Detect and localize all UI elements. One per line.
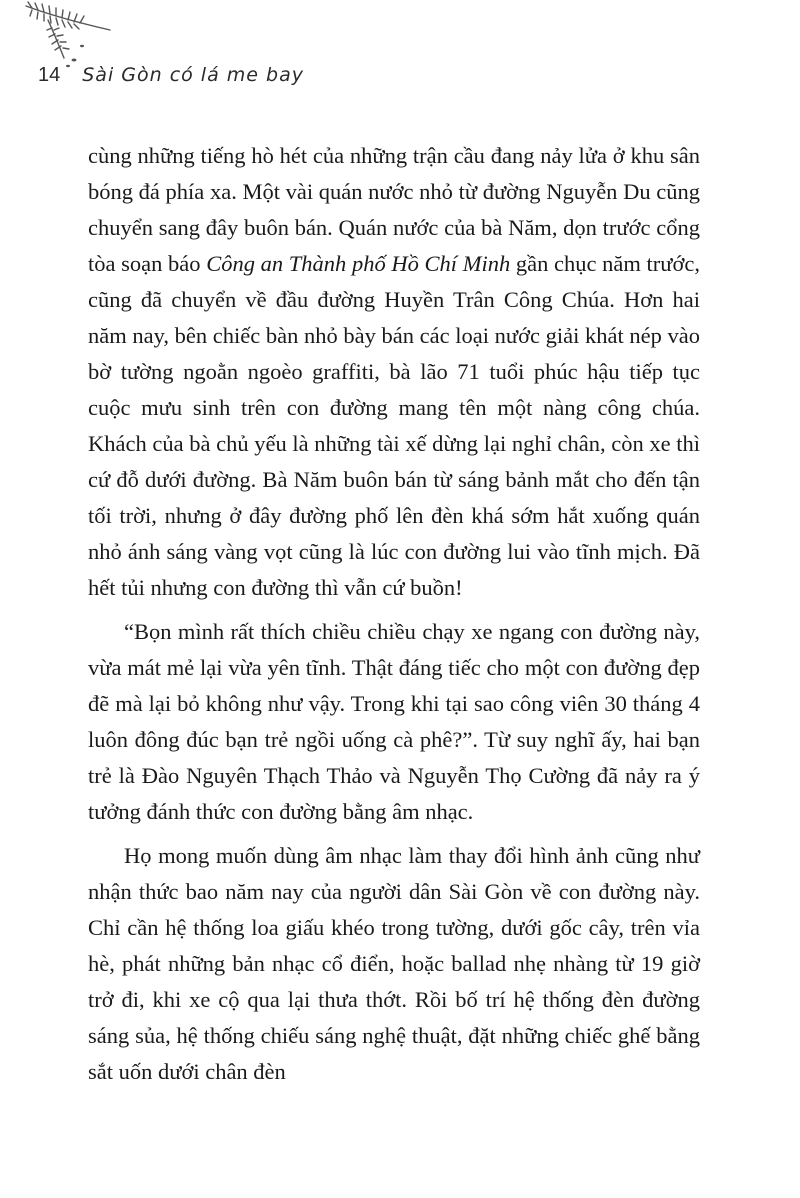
tamarind-leaf-icon xyxy=(18,0,118,70)
paragraph-3: Họ mong muốn dùng âm nhạc làm thay đổi hình ảnh cũng như nhận thức bao năm nay của người dân Sài Gòn về con đường này. Chỉ cần hệ thống loa giấu khéo trong tường, dưới gốc cây, trên vỉa hè, phát những bản nhạc cổ điển, hoặc ballad nhẹ nhàng từ 19 giờ trở đi, khi xe cộ qua lại thưa thớt. Rồi bố trí hệ thống đèn đường sáng sủa, hệ thống chiếu sáng nghệ thuật, đặt những chiếc ghế bằng sắt uốn dưới chân đèn xyxy=(88,843,700,1084)
paragraph-1-text-before: cùng những tiếng hò hét của những trận cầu đang nảy lửa ở khu sân bóng đá phía xa. Một vài quán nước nhỏ từ đường Nguyễn Du cũng chuyển sang đây buôn bán. Quán nước của bà Năm, dọn trước cổng tòa soạn báo xyxy=(88,143,700,276)
paragraph-2: “Bọn mình rất thích chiều chiều chạy xe ngang con đường này, vừa mát mẻ lại vừa yên tĩnh. Thật đáng tiếc cho một con đường đẹp đẽ mà lại bỏ không như vậy. Trong khi tại sao công viên 30 tháng 4 luôn đông đúc bạn trẻ ngồi uống cà phê?”. Từ suy nghĩ ấy, hai bạn trẻ là Đào Nguyên Thạch Thảo và Nguyễn Thọ Cường đã nảy ra ý tưởng đánh thức con đường bằng âm nhạc. xyxy=(88,619,700,824)
page-number: 14 xyxy=(38,64,61,86)
paragraph-1 xyxy=(88,138,700,606)
newspaper-name: Công an Thành phố Hồ Chí Minh xyxy=(206,251,511,276)
running-head xyxy=(38,64,304,87)
paragraph-1-text-after: gần chục năm trước, cũng đã chuyển về đầu đường Huyền Trân Công Chúa. Hơn hai năm nay, bên chiếc bàn nhỏ bày bán các loại nước giải khát nép vào bờ tường ngoằn ngoèo graffiti, bà lão 71 tuổi phúc hậu tiếp tục cuộc mưu sinh trên con đường mang tên một nàng công chúa. Khách của bà chủ yếu là những tài xế dừng lại nghỉ chân, còn xe thì cứ đỗ dưới đường. Bà Năm buôn bán từ sáng bảnh mắt cho đến tận tối trời, nhưng ở đây đường phố lên đèn khá sớm hắt xuống quán nhỏ ánh sáng vàng vọt cũng là lúc con đường lui vào tĩnh mịch. Đã hết tủi nhưng con đường thì vẫn cứ buồn! xyxy=(88,251,700,600)
book-title: Sài Gòn có lá me bay xyxy=(82,64,304,86)
body-text xyxy=(88,138,700,1098)
